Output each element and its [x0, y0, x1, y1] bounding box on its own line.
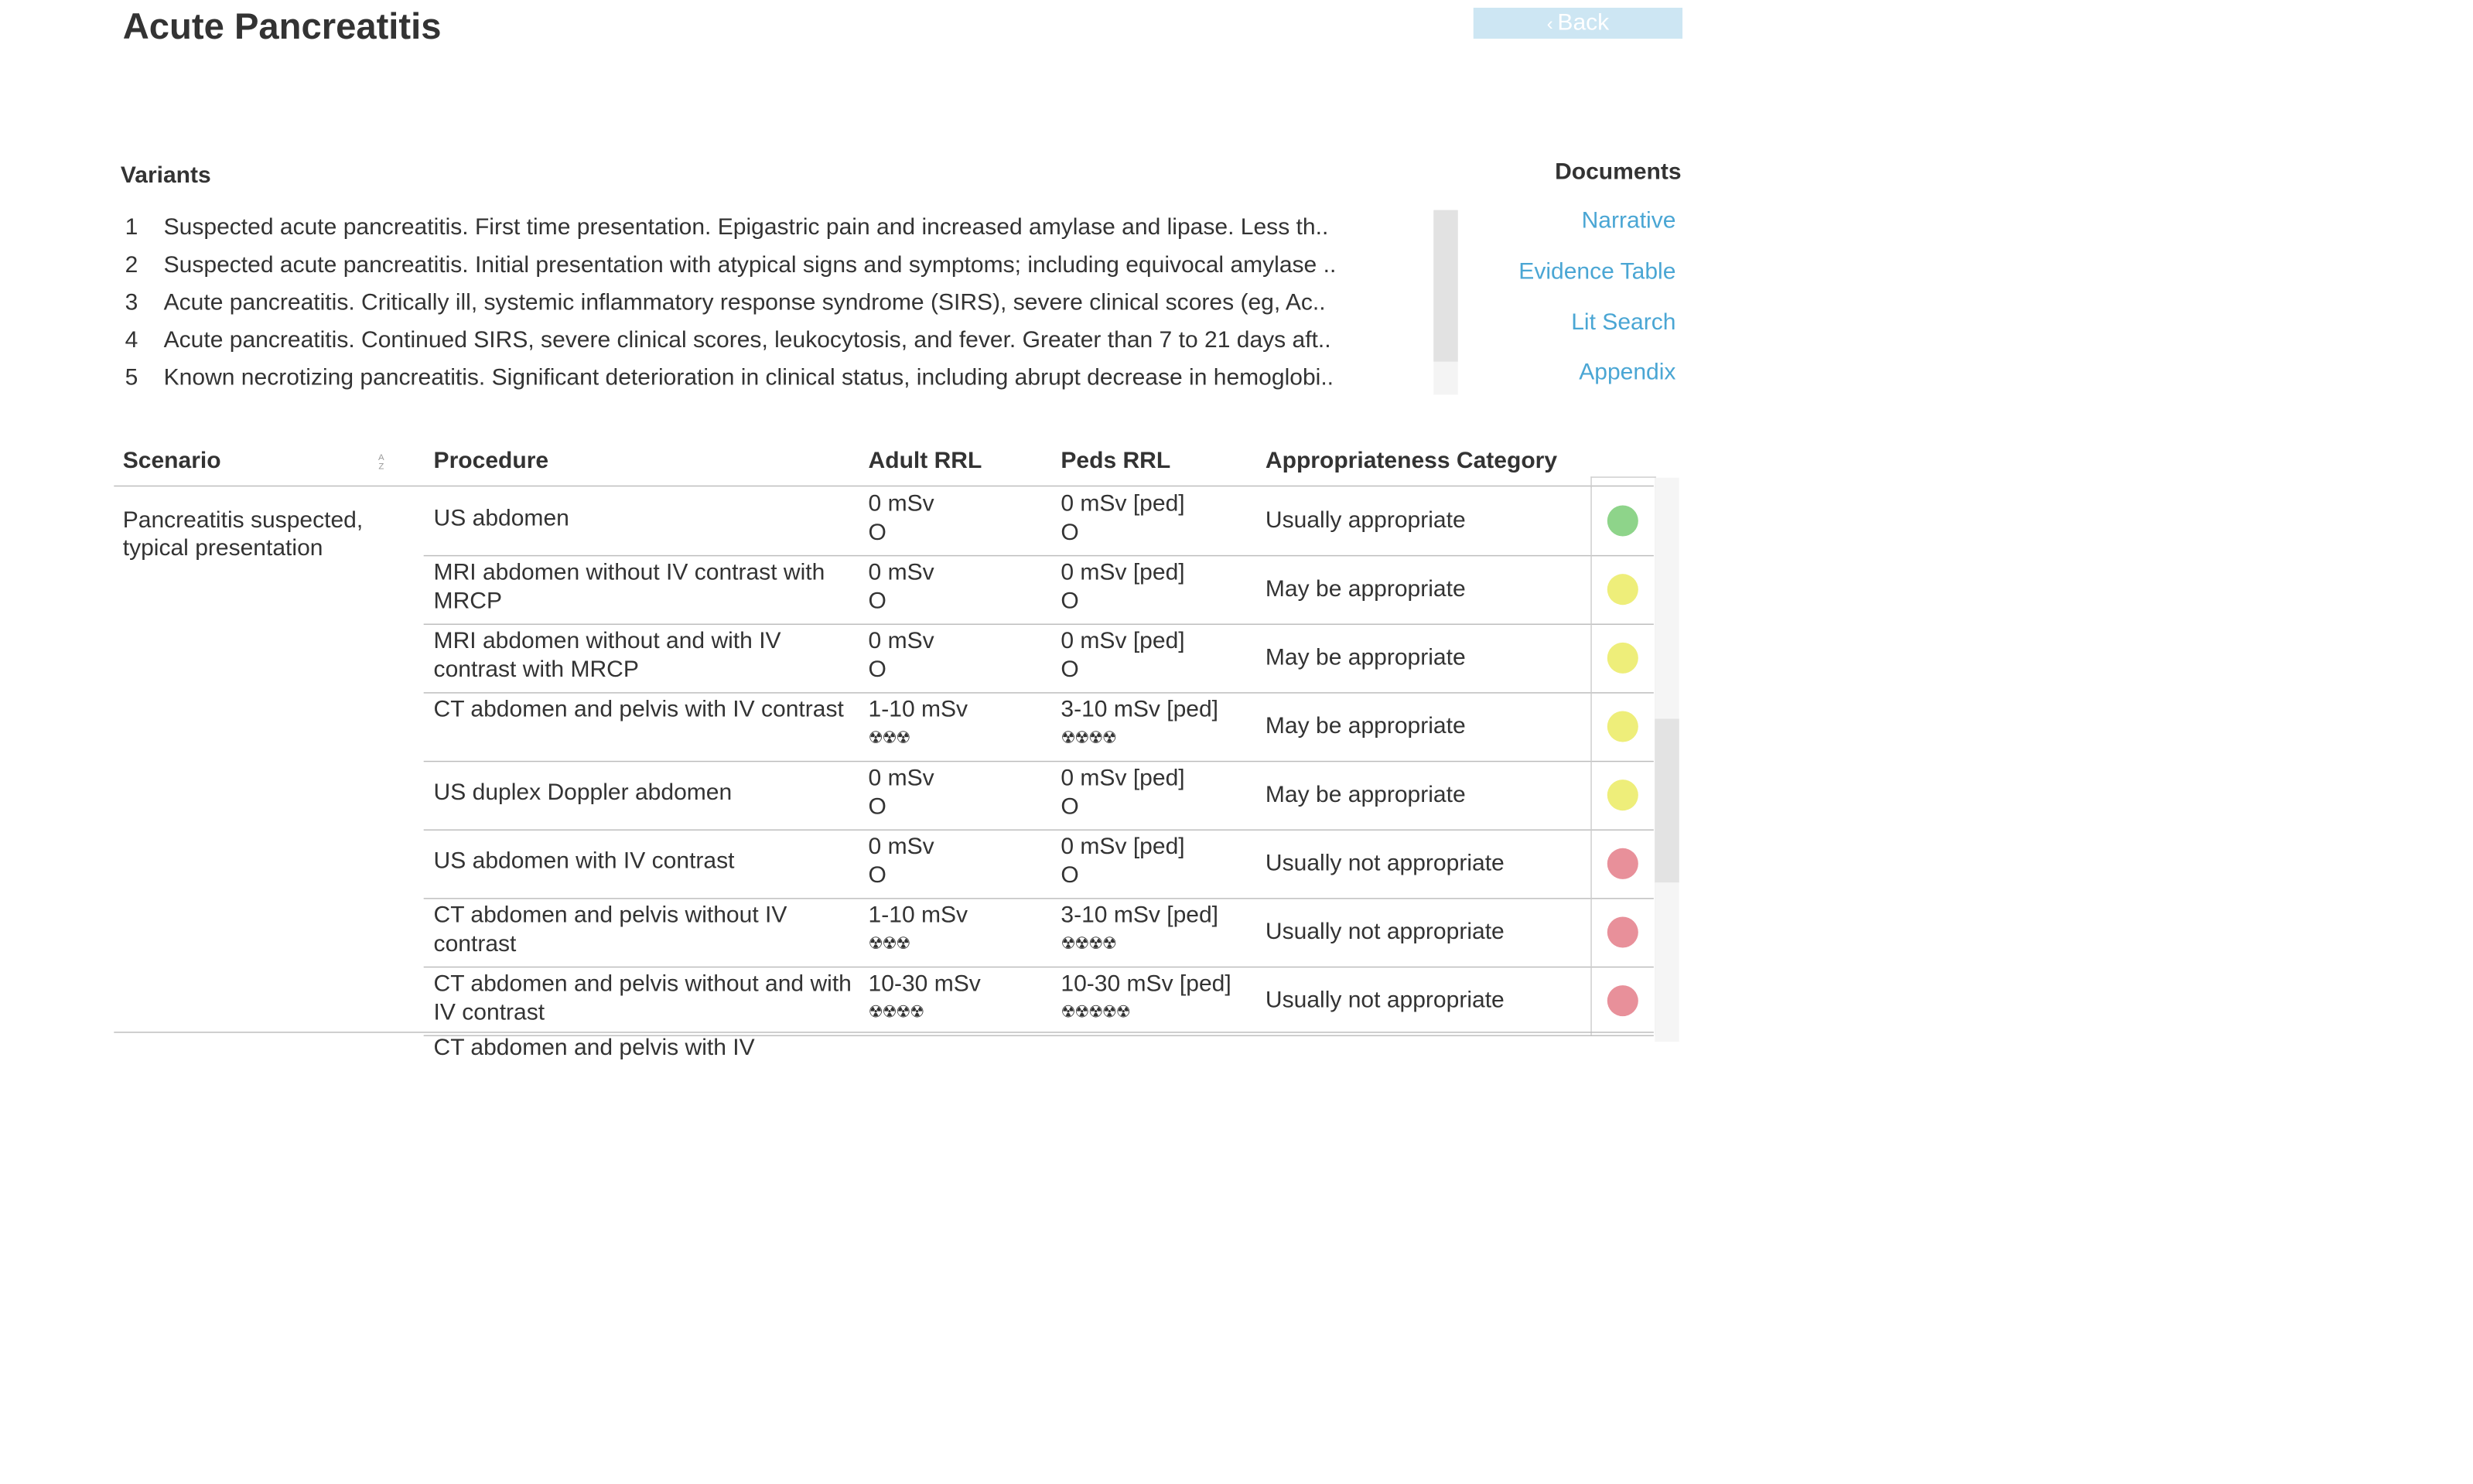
- table-row[interactable]: [424, 898, 1654, 967]
- variant-item[interactable]: [125, 210, 1430, 248]
- adult-dose: 10-30 mSv: [868, 971, 981, 997]
- rating-cell: [1590, 761, 1655, 830]
- variant-number: 3: [125, 289, 138, 316]
- rating-cell: [1590, 898, 1655, 967]
- adult-dose: 1-10 mSv: [868, 902, 968, 928]
- adult-rrl-cell: [869, 764, 1046, 821]
- appropriateness-dot-icon: [1607, 848, 1638, 879]
- adult-rrl-cell: [869, 695, 1046, 752]
- procedure-cell: MRI abdomen without and with IV contrast with MRCP: [433, 628, 781, 683]
- variant-item[interactable]: [125, 323, 1430, 361]
- peds-radiation-level: O: [1061, 520, 1079, 545]
- variant-item[interactable]: [125, 360, 1430, 398]
- table-row[interactable]: [424, 624, 1654, 694]
- narrative-link[interactable]: Narrative: [1581, 207, 1676, 234]
- adult-dose: 0 mSv: [868, 559, 934, 585]
- variant-text: Known necrotizing pancreatitis. Significant deterioration in clinical status, including abrupt decrease in hemoglobi..: [163, 364, 1334, 391]
- rating-cell: [1590, 624, 1655, 693]
- adult-radiation-level: ☢☢☢☢: [868, 1003, 924, 1022]
- peds-radiation-level: O: [1061, 862, 1079, 889]
- category-cell: May be appropriate: [1265, 576, 1466, 602]
- appropriateness-dot-icon: [1607, 985, 1638, 1016]
- next-row-partial: CT abdomen and pelvis with IV: [433, 1035, 755, 1061]
- variants-heading: Variants: [120, 162, 211, 189]
- rating-cell: [1590, 967, 1655, 1035]
- procedure-cell: US duplex Doppler abdomen: [433, 780, 733, 806]
- peds-rrl-cell: [1061, 970, 1259, 1027]
- peds-radiation-level: ☢☢☢☢: [1061, 934, 1116, 954]
- procedure-cell: CT abdomen and pelvis without and with IV contrast: [433, 971, 852, 1025]
- back-button[interactable]: [1474, 8, 1682, 39]
- category-cell: May be appropriate: [1265, 782, 1466, 807]
- appropriateness-dot-icon: [1607, 506, 1638, 537]
- category-cell: May be appropriate: [1265, 713, 1466, 739]
- variants-scrollbar[interactable]: [1433, 210, 1457, 395]
- back-label: Back: [1557, 9, 1610, 36]
- peds-dose: 0 mSv [ped]: [1061, 559, 1185, 585]
- adult-dose: 0 mSv: [868, 834, 934, 860]
- page-title: Acute Pancreatitis: [122, 5, 442, 47]
- adult-radiation-level: O: [868, 520, 886, 545]
- adult-dose: 0 mSv: [868, 628, 934, 654]
- adult-rrl-cell: [869, 627, 1046, 684]
- variant-number: 1: [125, 214, 138, 241]
- peds-radiation-level: ☢☢☢☢☢: [1061, 1003, 1130, 1022]
- scrollbar-thumb[interactable]: [1433, 210, 1457, 362]
- appendix-link[interactable]: Appendix: [1579, 359, 1676, 385]
- peds-dose: 10-30 mSv [ped]: [1061, 971, 1231, 997]
- variant-item[interactable]: [125, 285, 1430, 323]
- procedure-cell: MRI abdomen without IV contrast with MRCP: [433, 559, 825, 614]
- category-cell: Usually not appropriate: [1265, 987, 1505, 1013]
- adult-dose: 1-10 mSv: [868, 696, 968, 722]
- peds-rrl-cell: [1061, 833, 1259, 890]
- appropriateness-dot-icon: [1607, 643, 1638, 674]
- adult-radiation-level: O: [868, 793, 886, 820]
- table-row[interactable]: [424, 486, 1654, 556]
- adult-rrl-cell: [869, 901, 1046, 958]
- appropriateness-dot-icon: [1607, 711, 1638, 742]
- adult-dose: 0 mSv: [868, 765, 934, 791]
- peds-rrl-cell: [1061, 695, 1259, 752]
- adult-rrl-cell: [869, 490, 1046, 547]
- scenario-cell: Pancreatitis suspected, typical presentation: [122, 507, 364, 561]
- rating-cell: [1590, 692, 1655, 761]
- variant-number: 4: [125, 327, 138, 353]
- adult-radiation-level: ☢☢☢: [868, 934, 910, 954]
- scenario-header[interactable]: Scenario: [122, 448, 221, 474]
- evidence-table-link[interactable]: Evidence Table: [1518, 258, 1676, 285]
- adult-rrl-header: Adult RRL: [868, 448, 982, 474]
- variant-text: Acute pancreatitis. Continued SIRS, severe clinical scores, leukocytosis, and fever. Greater than 7 to 21 days aft..: [163, 327, 1331, 353]
- peds-dose: 0 mSv [ped]: [1061, 765, 1185, 791]
- procedure-header: Procedure: [433, 448, 549, 474]
- category-cell: Usually appropriate: [1265, 507, 1466, 534]
- adult-radiation-level: O: [868, 657, 886, 683]
- variant-text: Acute pancreatitis. Critically ill, systemic inflammatory response syndrome (SIRS), severe clinical scores (eg, Ac..: [163, 289, 1326, 316]
- category-header: Appropriateness Category: [1265, 448, 1558, 474]
- adult-rrl-cell: [869, 970, 1046, 1027]
- peds-dose: 0 mSv [ped]: [1061, 490, 1185, 517]
- appropriateness-dot-icon: [1607, 916, 1638, 947]
- documents-heading: Documents: [1555, 159, 1682, 185]
- variant-text: Suspected acute pancreatitis. First time presentation. Epigastric pain and increased amylase and lipase. Less th..: [163, 214, 1329, 241]
- peds-rrl-header: Peds RRL: [1061, 448, 1171, 474]
- category-cell: Usually not appropriate: [1265, 850, 1505, 876]
- chevron-left-icon: ‹: [1546, 13, 1553, 35]
- procedure-cell: CT abdomen and pelvis with IV contrast: [433, 696, 844, 722]
- adult-radiation-level: O: [868, 588, 886, 614]
- table-scrollbar-thumb[interactable]: [1655, 718, 1679, 882]
- peds-radiation-level: O: [1061, 657, 1079, 683]
- peds-rrl-cell: [1061, 764, 1259, 821]
- variants-list: [125, 210, 1430, 398]
- peds-rrl-cell: [1061, 490, 1259, 547]
- procedure-cell: CT abdomen and pelvis without IV contrast: [433, 902, 787, 957]
- peds-dose: 0 mSv [ped]: [1061, 834, 1185, 860]
- lit-search-link[interactable]: Lit Search: [1571, 309, 1676, 336]
- peds-rrl-cell: [1061, 901, 1259, 958]
- table-row[interactable]: [424, 967, 1654, 1036]
- appropriateness-dot-icon: [1607, 780, 1638, 810]
- adult-radiation-level: O: [868, 862, 886, 889]
- sort-icon[interactable]: A Z: [378, 452, 384, 472]
- table-row[interactable]: [424, 761, 1654, 831]
- peds-radiation-level: O: [1061, 588, 1079, 614]
- table-row[interactable]: [424, 830, 1654, 899]
- peds-dose: 3-10 mSv [ped]: [1061, 696, 1219, 722]
- peds-radiation-level: O: [1061, 793, 1079, 820]
- table-row[interactable]: [424, 692, 1654, 762]
- adult-dose: 0 mSv: [868, 490, 934, 517]
- category-cell: May be appropriate: [1265, 644, 1466, 670]
- rating-cell: [1590, 830, 1655, 899]
- category-cell: Usually not appropriate: [1265, 919, 1505, 945]
- variant-number: 2: [125, 252, 138, 278]
- adult-radiation-level: ☢☢☢: [868, 728, 910, 748]
- peds-dose: 3-10 mSv [ped]: [1061, 902, 1219, 928]
- peds-radiation-level: ☢☢☢☢: [1061, 728, 1116, 748]
- variant-text: Suspected acute pancreatitis. Initial presentation with atypical signs and symptoms; including equivocal amylase ..: [163, 252, 1337, 278]
- procedure-cell: US abdomen with IV contrast: [433, 848, 735, 874]
- peds-rrl-cell: [1061, 627, 1259, 684]
- rating-cell: [1590, 486, 1655, 555]
- procedure-cell: US abdomen: [433, 505, 569, 531]
- variant-number: 5: [125, 364, 138, 391]
- table-header: [114, 442, 1654, 486]
- variant-item[interactable]: [125, 247, 1430, 285]
- peds-dose: 0 mSv [ped]: [1061, 628, 1185, 654]
- peds-rrl-cell: [1061, 558, 1259, 616]
- adult-rrl-cell: [869, 833, 1046, 890]
- adult-rrl-cell: [869, 558, 1046, 616]
- table-scrollbar[interactable]: [1655, 478, 1679, 1042]
- table-row[interactable]: [424, 555, 1654, 625]
- appropriateness-dot-icon: [1607, 574, 1638, 605]
- rating-cell: [1590, 555, 1655, 624]
